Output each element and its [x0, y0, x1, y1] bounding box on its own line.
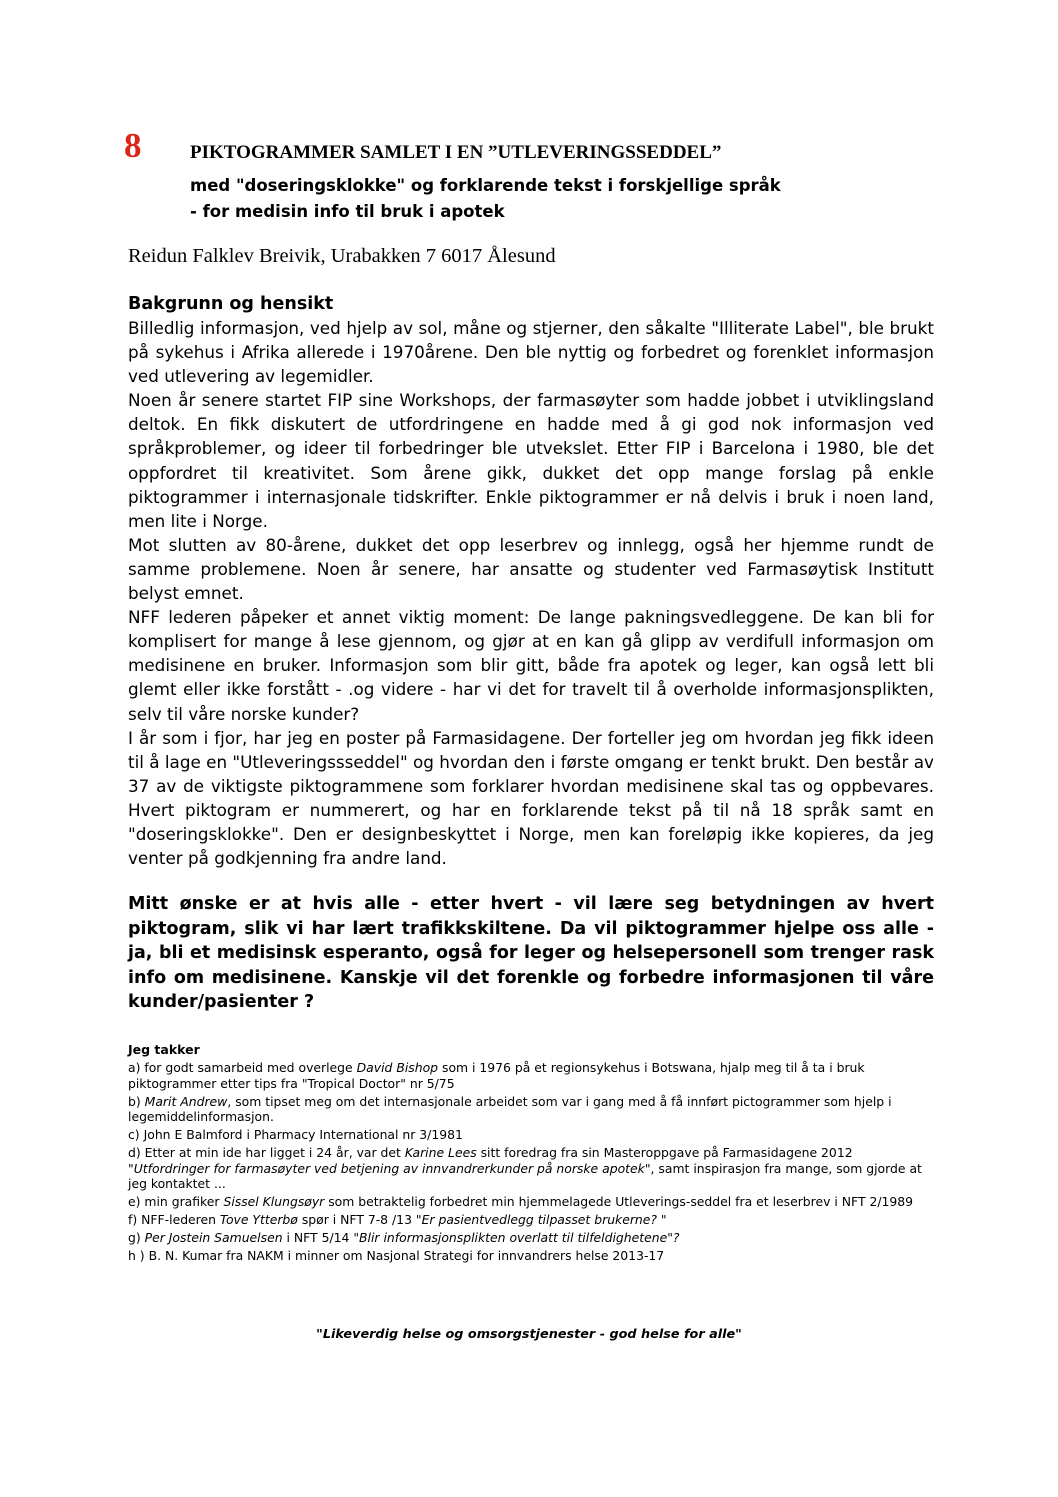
- ack-d-name: Karine Lees: [404, 1145, 477, 1161]
- acknowledgements-heading: Jeg takker: [128, 1042, 200, 1057]
- ack-item-a: [128, 1060, 938, 1091]
- author-line: Reidun Falklev Breivik, Urabakken 7 6017 Ålesund: [128, 245, 556, 267]
- ack-f-quote: "Er pasientvedlegg tilpasset brukerne? ": [415, 1212, 667, 1228]
- ack-item-f: [128, 1212, 938, 1228]
- ack-a-text: a) for godt samarbeid med overlege: [128, 1060, 357, 1075]
- ack-g-text: g): [128, 1230, 145, 1246]
- ack-d-text: d) Etter at min ide har ligget i 24 år, var det: [128, 1145, 405, 1161]
- ack-item-b: [128, 1094, 938, 1125]
- section-heading: Bakgrunn og hensikt: [128, 294, 334, 314]
- paragraph-5: I år som i fjor, har jeg en poster på Farmasidagene. Der forteller jeg om hvordan jeg fikk ideen til å lage en "Utleveringssseddel" og hvordan den i første omgang er tenkt brukt. Den består av 37 av de viktigste piktogrammene som forklarer hvordan medisinene skal tas og oppbevares. Hvert piktogram er nummerert, og har en forklarende tekst på til nå 18 språk samt en "doseringsklokke". Den er designbeskyttet i Norge, men kan foreløpig ikke kopieres, da jeg venter på godkjenning fra andre land.: [128, 727, 934, 869]
- ack-item-c: c) John E Balmford i Pharmacy International nr 3/1981: [128, 1127, 463, 1143]
- ack-a-text-end: som i 1976 på et regionsykehus i Botswana, hjalp meg til å ta i bruk piktogrammer etter tips fra "Tropical Doctor" nr 5/75: [128, 1060, 865, 1091]
- ack-item-g: [128, 1230, 938, 1246]
- ack-d-text-end: , samt inspirasjon fra mange, som gjorde at jeg kontaktet ...: [128, 1160, 922, 1192]
- ack-e-name: Sissel Klungsøyr: [223, 1194, 325, 1210]
- ack-e-text: e) min grafiker: [128, 1194, 224, 1210]
- ack-g-quote: "Blir informasjonsplikten overlatt til tilfeldighetene"?: [353, 1230, 680, 1246]
- ack-g-name: Per Jostein Samuelsen: [144, 1230, 283, 1246]
- slogan: "Likeverdig helse og omsorgstjenester - god helse for alle": [316, 1327, 742, 1342]
- poster-title: PIKTOGRAMMER SAMLET I EN ”UTLEVERINGSSEDDEL”: [190, 142, 722, 163]
- emphasis-paragraph: Mitt ønske er at hvis alle - etter hvert - vil lære seg betydningen av hvert piktogram, slik vi har lært trafikkskiltene. Da vil piktogrammer hjelpe oss alle - ja, bli et medisinsk esperanto, også for leger og helsepersonell som trenger rask info om medisinene. Kanskje vil det forenkle og forbedre informasjonen til våre kunder/pasienter ?: [128, 894, 934, 1012]
- body-text: [128, 316, 934, 870]
- subtitle-line-1: med "doseringsklokke" og forklarende tekst i forskjellige språk: [190, 176, 781, 195]
- section-number: 8: [124, 126, 142, 165]
- paragraph-3: Mot slutten av 80-årene, dukket det opp leserbrev og innlegg, også her hjemme rundt de samme problemene. Noen år senere, har ansatte og studenter ved Farmasøytisk Institutt belyst emnet.: [128, 534, 934, 604]
- ack-a-name: David Bishop: [356, 1060, 439, 1075]
- paragraph-1: Billedlig informasjon, ved hjelp av sol, måne og stjerner, den såkalte "Illiterate Label", ble brukt på sykehus i Afrika allerede i 1970årene. Den ble nyttig og forbedret og forenklet informasjon ved utlevering av legemidler.: [128, 318, 934, 387]
- acknowledgements-list: [128, 1060, 938, 1266]
- ack-g-text-mid: i NFT 5/14: [282, 1230, 354, 1246]
- ack-b-text: b): [128, 1093, 145, 1109]
- ack-b-name: Marit Andrew: [144, 1093, 228, 1109]
- paragraph-4: NFF lederen påpeker et annet viktig moment: De lange pakningsvedleggene. De kan bli for komplisert for mange å lese gjennom, og gjør at en kan gå glipp av verdifull informasjon om medisinene en bruker. Informasjon som blir gitt, både fra apotek og leger, kan også lett bli glemt eller ikke forstått - .og videre - har vi det for travelt til å overholde informasjonsplikten, selv til våre norske kunder?: [128, 607, 934, 724]
- ack-d-text-mid: sitt foredrag fra sin Masteroppgave på Farmasidagene 2012: [476, 1145, 853, 1161]
- paragraph-2: Noen år senere startet FIP sine Workshops, der farmasøyter som hadde jobbet i utviklingsland deltok. En fikk diskutert de utfordringene en hadde med å gi god nok informasjon ved språkproblemer, og ideer til forbedringer ble utvekslet. Etter FIP i Barcelona i 1980, ble det oppfordret til kreativitet. Som årene gikk, dukket det opp mange forslag på enkle piktogrammer i internasjonale tidskrifter. Enkle piktogrammer er nå delvis i bruk i noen land, men lite i Norge.: [128, 390, 934, 531]
- ack-e-text-end: som betraktelig forbedret min hjemmelagede Utleverings-seddel fra et leserbrev i NFT 2/1989: [324, 1194, 914, 1210]
- ack-b-text-end: , som tipset meg om det internasjonale arbeidet som var i gang med å få innført pictogrammer som hjelp i legemiddelinformasjon.: [128, 1093, 892, 1125]
- ack-item-h: h ) B. N. Kumar fra NAKM i minner om Nasjonal Strategi for innvandrers helse 2013-17: [128, 1248, 665, 1264]
- ack-f-text-mid: spør i NFT 7-8 /13: [297, 1212, 416, 1228]
- subtitle-line-2: - for medisin info til bruk i apotek: [190, 202, 505, 221]
- ack-d-quote: "Utfordringer for farmasøyter ved betjening av innvandrerkunder på norske apotek": [128, 1160, 651, 1176]
- ack-item-e: [128, 1194, 938, 1210]
- poster-subtitle: [190, 173, 970, 225]
- ack-item-d: [128, 1145, 938, 1192]
- ack-f-text: f) NFF-lederen: [128, 1212, 220, 1228]
- ack-f-name: Tove Ytterbø: [219, 1212, 298, 1228]
